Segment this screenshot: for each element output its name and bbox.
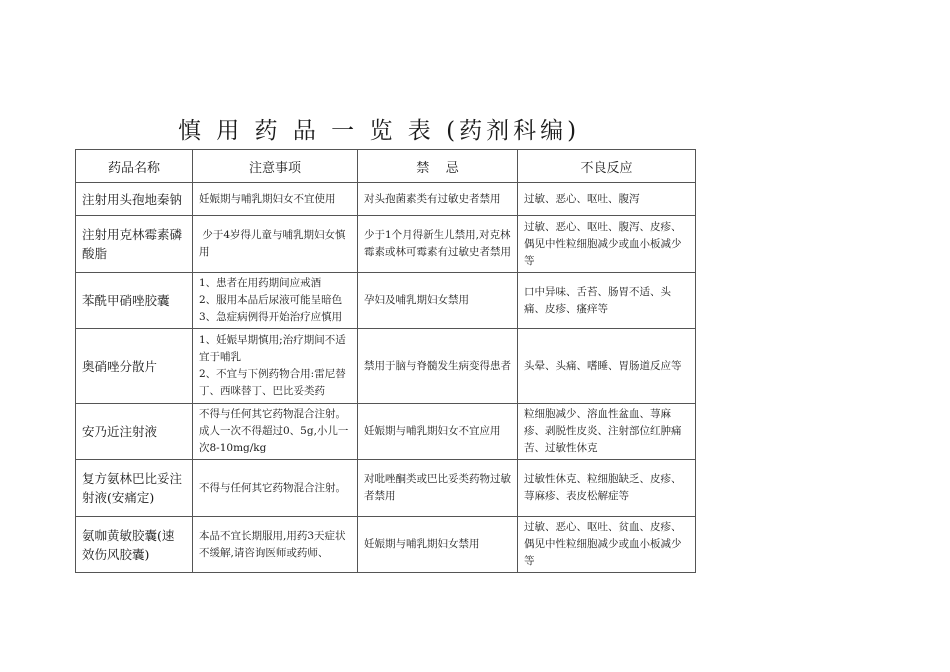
notes-cell: 妊娠期与哺乳期妇女不宜使用	[193, 183, 358, 216]
notes-cell: 1、妊娠早期慎用;治疗期间不适宜于哺乳 2、不宜与下例药物合用:雷尼替丁、西咪替丁、巴比妥类药	[193, 329, 358, 404]
table-row	[76, 216, 696, 273]
adverse-cell: 过敏、恶心、呕吐、腹泻、皮疹、偶见中性粒细胞减少或血小板减少等	[518, 216, 696, 273]
header-notes: 注意事项	[193, 150, 358, 183]
table-row	[76, 404, 696, 460]
drug-name-cell: 奥硝唑分散片	[76, 329, 193, 404]
adverse-cell: 口中异味、舌苔、肠胃不适、头痛、皮疹、瘙痒等	[518, 273, 696, 329]
contra-cell: 禁用于脑与脊髓发生病变得患者	[358, 329, 518, 404]
table-header-row	[76, 150, 696, 183]
contra-cell: 孕妇及哺乳期妇女禁用	[358, 273, 518, 329]
contra-cell: 妊娠期与哺乳期妇女不宜应用	[358, 404, 518, 460]
contra-cell: 对头孢菌素类有过敏史者禁用	[358, 183, 518, 216]
header-drug-name: 药品名称	[76, 150, 193, 183]
notes-cell: 少于4岁得儿童与哺乳期妇女慎用	[193, 216, 358, 273]
notes-cell: 1、患者在用药期间应戒酒 2、服用本品后尿液可能呈暗色 3、急症病例得开始治疗应慎用	[193, 273, 358, 329]
adverse-cell: 过敏性休克、粒细胞缺乏、皮疹、荨麻疹、表皮松解症等	[518, 460, 696, 517]
header-contraindications: 禁 忌	[358, 150, 518, 183]
adverse-cell: 过敏、恶心、呕吐、贫血、皮疹、偶见中性粒细胞减少或血小板减少等	[518, 517, 696, 573]
notes-cell: 不得与任何其它药物混合注射。成人一次不得超过0、5g,小儿一次8-10mg/kg	[193, 404, 358, 460]
table-row	[76, 329, 696, 404]
notes-cell: 本品不宜长期服用,用药3天症状不缓解,请咨询医师或药师、	[193, 517, 358, 573]
table-row	[76, 273, 696, 329]
contra-cell: 妊娠期与哺乳期妇女禁用	[358, 517, 518, 573]
table-row	[76, 517, 696, 573]
contra-cell: 少于1个月得新生儿禁用,对克林霉素或林可霉素有过敏史者禁用	[358, 216, 518, 273]
table-row	[76, 183, 696, 216]
drug-name-cell: 苯酰甲硝唑胶囊	[76, 273, 193, 329]
drug-name-cell: 注射用克林霉素磷酸脂	[76, 216, 193, 273]
table-row	[76, 460, 696, 517]
page-title: 慎 用 药 品 一 览 表 (药剂科编)	[177, 118, 581, 144]
drug-name-cell: 复方氨林巴比妥注射液(安痛定)	[76, 460, 193, 517]
drug-table	[75, 149, 696, 573]
adverse-cell: 头晕、头痛、嗜睡、胃肠道反应等	[518, 329, 696, 404]
contra-cell: 对吡唑酮类或巴比妥类药物过敏者禁用	[358, 460, 518, 517]
header-adverse-reactions: 不良反应	[518, 150, 696, 183]
drug-name-cell: 氨咖黄敏胶囊(速效伤风胶囊)	[76, 517, 193, 573]
drug-name-cell: 安乃近注射液	[76, 404, 193, 460]
adverse-cell: 过敏、恶心、呕吐、腹泻	[518, 183, 696, 216]
notes-cell: 不得与任何其它药物混合注射。	[193, 460, 358, 517]
drug-name-cell: 注射用头孢地秦钠	[76, 183, 193, 216]
adverse-cell: 粒细胞减少、溶血性盆血、荨麻疹、剥脱性皮炎、注射部位红肿痛苦、过敏性休克	[518, 404, 696, 460]
